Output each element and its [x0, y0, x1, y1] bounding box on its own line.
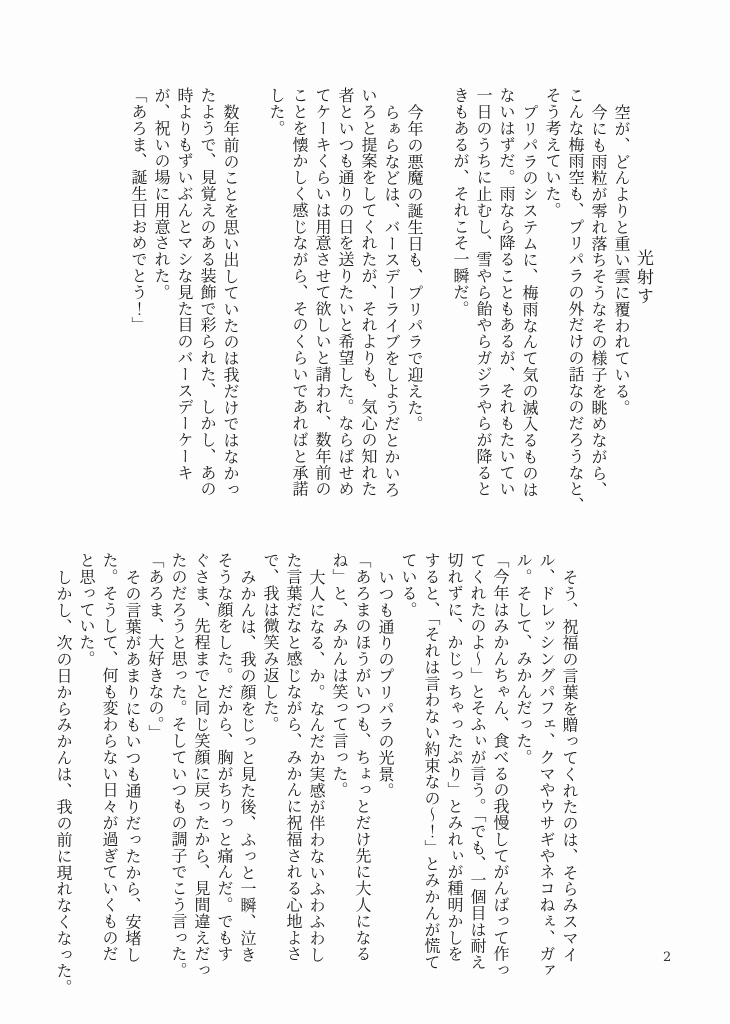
text-line: ことを懐かしく感じながら、そのくらいであればと承諾 [290, 87, 309, 497]
text-line: ないはずだ。雨なら降ることもあるが、それもたいてい [497, 87, 516, 497]
text-line: ている。 [399, 552, 418, 618]
text-line: てくれたのよ～」とそふぃが言う。「でも、一個目は耐え [468, 552, 487, 971]
text-line: た言葉だなと感じながら、みかんに祝福される心地よさ [284, 552, 303, 962]
text-line: 「今年はみかんちゃん、食べるの我慢してがんばって作っ [491, 552, 510, 979]
text-line: 切れずに、かじっちゃったぷり」とみれぃが種明かしを [445, 552, 464, 962]
text-line: プリパラのシステムに、梅雨なんて気の滅入るものは [520, 104, 539, 498]
text-line: みかんは、我の顔をじっと見た後、ふっと一瞬、泣き [238, 569, 257, 963]
text-line: 今にも雨粒が零れ落ちそうなその様子を眺めながら、 [589, 104, 608, 498]
text-line: いろと提案をしてくれたが、それよりも、気心の知れた [359, 87, 378, 497]
text-line: そう考えていた。 [543, 87, 562, 219]
text-line: ね」と、みかんは笑って言った。 [330, 552, 349, 798]
text-line: が、祝いの場に用意された。 [152, 87, 171, 301]
page-number: 2 [663, 950, 672, 965]
text-line: らぁらなどは、バースデーライブをしようだとかいろ [382, 104, 401, 498]
text-line: と思っていた。 [77, 552, 96, 667]
text-line: ぐさま、先程までと同じ笑顔に戻ったから、見間違えだっ [192, 552, 211, 979]
text-line: そうな顔をした。だから、胸がちりっと痛んだ。でもす [215, 552, 234, 962]
text-line: 数年前のことを思い出していたのは我だけではなかっ [221, 104, 240, 498]
story-text-block-top [127, 87, 633, 513]
text-line: こんな梅雨空も、プリパラの外だけの話なのだろうなと、 [566, 87, 585, 514]
text-line: した。 [267, 87, 286, 137]
text-line: たようで、見覚えのある装飾で彩られた、しかし、あの [198, 87, 217, 497]
text-line: 空が、どんよりと重い雲に覆われている。 [612, 104, 631, 416]
text-line: た。そうして、何も変わらない日々が過ぎていくものだ [100, 552, 119, 962]
text-line: 「あろまのほうがいつも、ちょっとだけ先に大人になる [353, 552, 372, 962]
text-line: 大人になる、か。なんだか実感が伴わないふわふわし [307, 569, 326, 963]
page-title: 光射す [633, 249, 653, 306]
text-line: すると、「それは言わない約束なの～！」とみかんが慌て [422, 552, 441, 971]
text-line: いつも通りのプリパラの光景。 [376, 569, 395, 799]
text-line: てケーキくらいは用意させて欲しいと請われ、数年前の [313, 87, 332, 497]
text-line [426, 87, 449, 513]
text-line: しかし、次の日からみかんは、我の前に現れなくなった。 [54, 569, 73, 996]
text-line: 今年の悪魔の誕生日も、プリパラで迎えた。 [405, 104, 424, 432]
story-text-block-bottom [52, 552, 581, 995]
text-line: その言葉があまりにもいつも通りだったから、安堵し [123, 569, 142, 963]
text-line: たのだろうと思った。そしていつもの調子でこう言った。 [169, 552, 188, 979]
text-line: 「あろま、誕生日おめでとう！」 [129, 87, 148, 333]
text-line: きもあるが、それこそ一瞬だ。 [451, 87, 470, 317]
text-line: ル、ドレッシングパフェ、クマやウサギやネコねぇ、ガァ [537, 552, 556, 979]
text-line: ル。そして、みかんだった。 [514, 552, 533, 766]
text-line: で、我は微笑み返した。 [261, 552, 280, 733]
text-line: 時よりもずいぶんとマシな見た目のバースデーケーキ [175, 87, 194, 481]
text-line: 者といつも通りの日を送りたいと希望した。ならばせめ [336, 87, 355, 497]
text-line: そう、祝福の言葉を贈ってくれたのは、そらみスマイ [560, 569, 579, 963]
text-line [242, 87, 265, 513]
text-line: 「あろま、大好きなの。」 [146, 552, 165, 741]
text-line: 一日のうちに止むし、雪やら飴やらガジラやらが降ると [474, 87, 493, 497]
